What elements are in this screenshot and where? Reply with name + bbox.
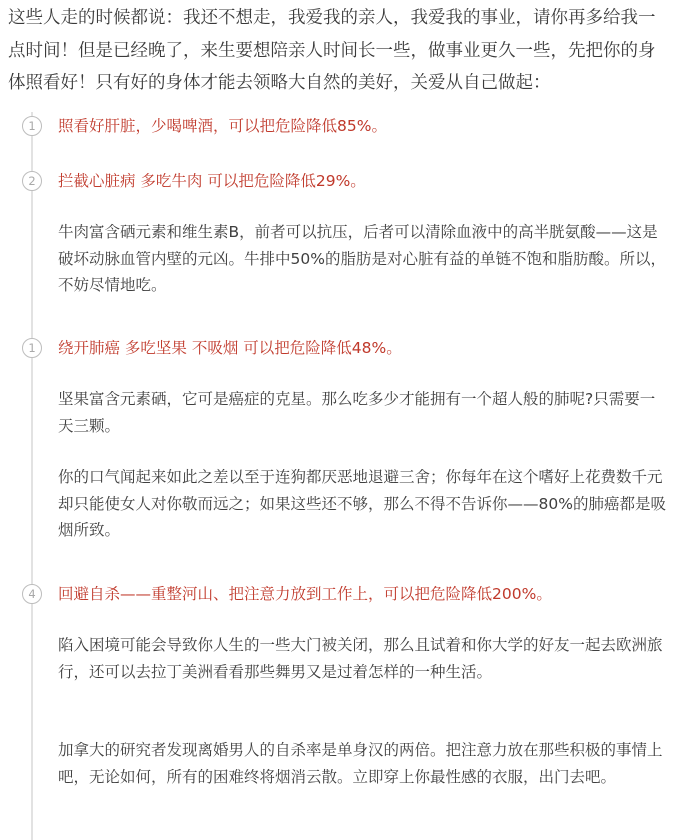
section-4-paragraph-2: 加拿大的研究者发现离婚男人的自杀率是单身汉的两倍。把注意力放在那些积极的事情上吧，无论如何，所有的困难终将烟消云散。立即穿上你最性感的衣服，出门去吧。 bbox=[58, 741, 663, 786]
section-3-paragraph-2: 你的口气闻起来如此之差以至于连狗都厌恶地退避三舍；你每年在这个嗜好上花费数千元却只能使女人对你敬而远之；如果这些还不够，那么不得不告诉你——80%的肺癌都是吸烟所致。 bbox=[58, 468, 666, 539]
timeline-line bbox=[31, 112, 33, 840]
intro-paragraph: 这些人走的时候都说：我还不想走，我爱我的亲人，我爱我的事业，请你再多给我一点时间！但是已经晚了，来生要想陪亲人时间长一些，做事业更久一些，先把你的身体照看好！只有好的身体才能去领略大自然的美好，关爱从自己做起： bbox=[8, 8, 656, 93]
section-heading-3: 绕开肺癌 多吃坚果 不吸烟 可以把危险降低48%。 bbox=[58, 339, 402, 357]
step-marker-4: 4 bbox=[22, 584, 42, 604]
section-2-paragraph-1: 牛肉富含硒元素和维生素B，前者可以抗压，后者可以清除血液中的高半胱氨酸——这是破坏动脉血管内壁的元凶。牛排中50%的脂肪是对心脏有益的单链不饱和脂肪酸。所以，不妨尽情地吃。 bbox=[58, 223, 666, 294]
step-marker-1: 1 bbox=[22, 116, 42, 136]
step-marker-3: 1 bbox=[22, 338, 42, 358]
section-3-paragraph-1: 坚果富含元素硒，它可是癌症的克星。那么吃多少才能拥有一个超人般的肺呢?只需要一天三颗。 bbox=[58, 390, 656, 435]
section-heading-2: 拦截心脏病 多吃牛肉 可以把危险降低29%。 bbox=[58, 172, 366, 190]
step-marker-2: 2 bbox=[22, 171, 42, 191]
section-heading-1: 照看好肝脏，少喝啤酒，可以把危险降低85%。 bbox=[58, 117, 387, 135]
section-heading-4: 回避自杀——重整河山、把注意力放到工作上，可以把危险降低200%。 bbox=[58, 585, 552, 603]
section-4-paragraph-1: 陷入困境可能会导致你人生的一些大门被关闭，那么且试着和你大学的好友一起去欧洲旅行，还可以去拉丁美洲看看那些舞男又是过着怎样的一种生活。 bbox=[58, 636, 663, 681]
